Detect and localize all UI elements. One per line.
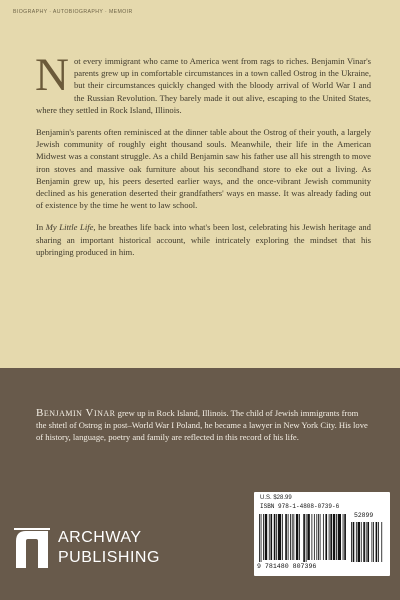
barcode-bar xyxy=(338,514,341,560)
barcode-bar xyxy=(366,522,367,562)
synopsis-p3-lead: In xyxy=(36,222,46,233)
barcode-bar xyxy=(323,514,324,560)
synopsis-text xyxy=(35,49,371,268)
barcode-bar xyxy=(306,514,307,562)
drop-cap: N xyxy=(35,49,69,101)
publisher-logo xyxy=(14,528,194,568)
barcode-bar xyxy=(363,522,365,562)
barcode-bar xyxy=(278,514,281,560)
barcode-bar xyxy=(316,514,317,560)
barcode-bar xyxy=(330,514,332,560)
barcode-bar xyxy=(261,514,262,562)
barcode-bar xyxy=(320,514,321,560)
barcode-bar xyxy=(373,522,374,562)
author-bio-text: grew up in Rock Island, Illinois. The child of Jewish immigrants from the shtetl of Ostrog in post–World War I Poland, he became a lawyer in New York City. His love of history, language, poetry and family are reflected in this record of his life. xyxy=(36,408,368,443)
category-label: BIOGRAPHY · AUTOBIOGRAPHY · MEMOIR xyxy=(13,9,133,15)
barcode-bar xyxy=(307,514,309,560)
barcode-bar xyxy=(361,522,362,562)
archway-logo-icon xyxy=(14,528,50,568)
barcode-bar xyxy=(333,514,335,560)
synopsis-paragraph-1 xyxy=(35,49,371,116)
isbn-label: ISBN 978-1-4808-0739-6 xyxy=(260,503,340,510)
barcode-bar xyxy=(353,522,355,562)
barcode-bar xyxy=(259,514,260,562)
barcode-bar xyxy=(329,514,330,560)
barcode-bar xyxy=(274,514,276,560)
price-label: U.S. $28.99 xyxy=(260,495,292,501)
barcode-bar xyxy=(325,514,327,560)
barcode-bar xyxy=(269,514,270,560)
barcode-bar xyxy=(356,522,357,562)
synopsis-paragraph-2: Benjamin's parents often reminisced at the dinner table about the Ostrog of their youth, a largely Jewish community of roughly eight thousand souls. Meanwhile, their life in the American Midwest was a constant struggle. As a child Benjamin saw his father use all his strength to move iron stoves and massive oak furniture about his secondhand store to eke out a living. As Benjamin grew up, his peers deserted earlier ways, and the once-vibrant Jewish community declined as his generation deserted their grandfathers' ways en masse. It was already fading out of existence by the time he went to law school. xyxy=(36,127,371,211)
barcode-bar xyxy=(381,522,382,562)
barcode-bar xyxy=(372,522,373,562)
barcode-bar xyxy=(276,514,277,560)
barcode-digits: 9 781480 807396 xyxy=(257,563,317,570)
barcode-bar xyxy=(293,514,294,560)
barcode-bar xyxy=(288,514,289,560)
addon-digits: 52899 xyxy=(354,512,374,519)
book-title-italic: My Little Life xyxy=(45,222,94,233)
barcode-bar xyxy=(336,514,337,560)
barcode-bar xyxy=(314,514,315,560)
barcode-bar xyxy=(265,514,267,560)
barcode-bar xyxy=(358,522,360,562)
barcode-bar xyxy=(351,522,352,562)
synopsis-paragraph-3 xyxy=(36,221,371,258)
barcode-bar xyxy=(282,514,283,560)
barcode-panel xyxy=(254,492,390,576)
author-name: Benjamin Vinar xyxy=(36,407,116,419)
barcode-bar xyxy=(378,522,379,562)
barcode-bar xyxy=(263,514,264,560)
barcode-bar xyxy=(285,514,287,560)
barcode-bar xyxy=(299,514,300,560)
barcode-bar xyxy=(344,514,346,560)
barcode-bar xyxy=(292,514,293,560)
author-panel xyxy=(0,368,400,600)
barcode-bar xyxy=(296,514,298,560)
synopsis-paragraph-1-text: ot every immigrant who came to America went from rags to riches. Benjamin Vinar's parents grew up in comfortable circumstances in a town called Ostrog in the Ukraine, but their circumstances quickly changed with the bloody arrival of World War I and the Russian Revolution. They barely made it out alive, escaping to the United States, where they settled in Rock Island, Illinois. xyxy=(36,56,371,115)
publisher-name-line2: PUBLISHING xyxy=(58,549,160,566)
barcode-bar xyxy=(303,514,305,562)
synopsis-p3-rest: , he breathes life back into what's been lost, celebrating his Jewish heritage and sharing an important historical account, while intricately exploring the mindset that his upbringing produced in him. xyxy=(36,222,371,257)
barcode-bar xyxy=(311,514,312,560)
barcode-bar xyxy=(318,514,319,560)
barcode-bar xyxy=(270,514,272,560)
publisher-name-line1: ARCHWAY xyxy=(58,529,142,546)
author-bio xyxy=(36,407,368,444)
barcode-bar xyxy=(376,522,378,562)
price-addon-barcode xyxy=(350,512,386,572)
barcode-bar xyxy=(367,522,369,562)
isbn-barcode xyxy=(258,512,348,562)
barcode-bar xyxy=(343,514,344,560)
barcode-bar xyxy=(290,514,291,560)
